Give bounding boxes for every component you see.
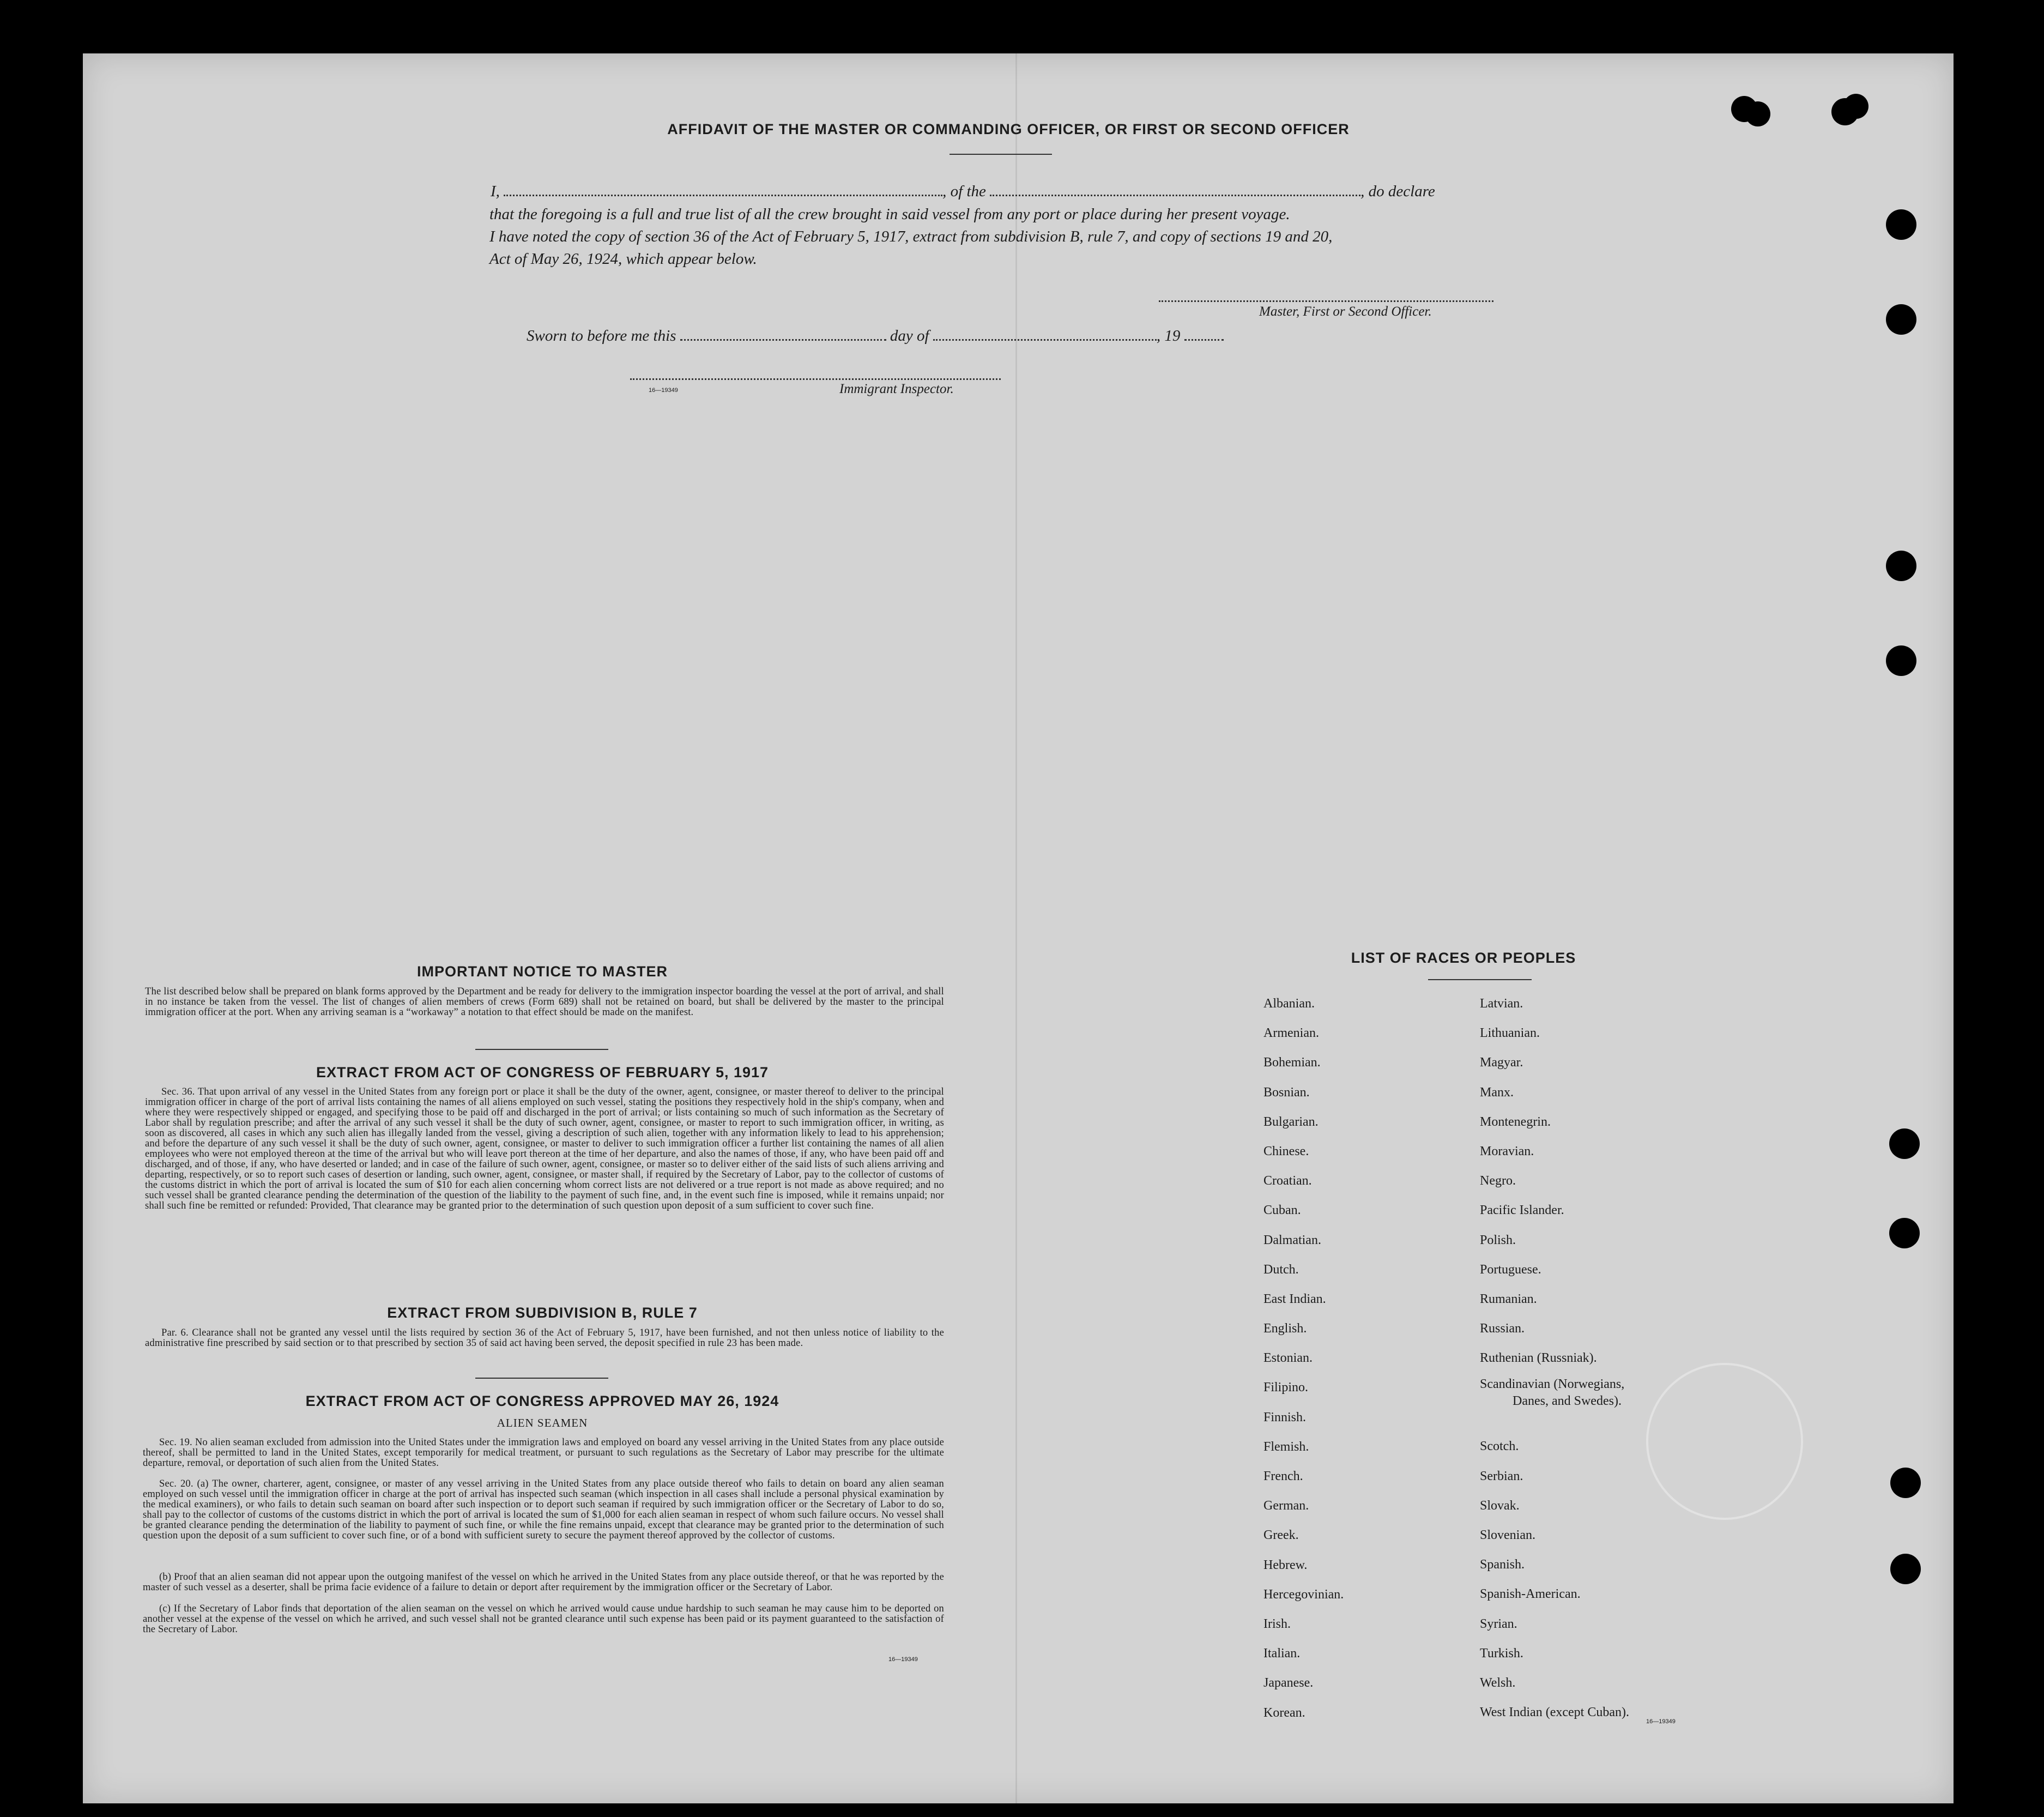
race-item: Korean. xyxy=(1263,1705,1305,1720)
punch-hole xyxy=(1886,645,1916,676)
race-item-scandinavian-line-2: Danes, and Swedes). xyxy=(1513,1394,1622,1409)
of-the-label: , of the xyxy=(942,183,986,200)
race-item: Scotch. xyxy=(1480,1439,1519,1454)
race-item: East Indian. xyxy=(1263,1291,1326,1306)
punch-hole xyxy=(1886,209,1916,240)
day-of-label: day of xyxy=(890,327,929,345)
notice-title: IMPORTANT NOTICE TO MASTER xyxy=(417,963,668,980)
race-item: German. xyxy=(1263,1499,1309,1513)
affidavit-form-number: 16—19349 xyxy=(649,387,678,394)
title-underline xyxy=(950,154,1052,155)
race-item: Greek. xyxy=(1263,1528,1299,1543)
race-item: Finnish. xyxy=(1263,1410,1307,1424)
race-item: Slovenian. xyxy=(1480,1528,1535,1542)
act1924-sec20a: Sec. 20. (a) The owner, charterer, agent, consignee, or master of any vessel arriving in the United States from any place outside thereof who fails to detain on board any alien seaman employed on such vessel until the immigration officer in charge at the port of arrival has inspected such seaman (which inspection in all cases shall include a personal physical examination by the medical examiners), or who fails to detain such seaman on board after such inspection or to deport such seaman if required by such immigration officer or the Secretary of Labor to do so, shall pay to the collector of customs of the customs district in which the port of arrival is located the sum of $1,000 for each alien seaman in respect of whom such failure occurs. No vessel shall be granted clearance pending the determination of the liability to payment of such fine, or while the fine remains unpaid, except that clearance may be granted prior to the determination of such question upon the deposit of a sum sufficient to cover such fine, or of a bond with sufficient surety to secure the payment thereof approved by the collector of customs. xyxy=(143,1478,944,1541)
races-form-number: 16—19349 xyxy=(1646,1718,1676,1725)
punch-hole xyxy=(1889,1218,1920,1248)
affidavit-line-3: I have noted the copy of section 36 of the Act of February 5, 1917, extract from subdivision B, rule 7, and copy of sections 19 and 20, xyxy=(489,228,1333,245)
sworn-day-field[interactable] xyxy=(680,339,886,341)
act1917-text: Sec. 36. That upon arrival of any vessel in the United States from any foreign port or place it shall be the duty of the owner, agent, consignee, or master thereof to deliver to the principal immigration officer in charge of the port of arrival lists containing the names of all aliens employed on such vessel, stating the positions they respectively hold in the ship's company, when and where they were respectively shipped or engaged, and specifying those to be paid off and discharged in the port of arrival; or lists containing so much of such information as the Secretary of Labor shall by regulation prescribe; and after the arrival of any such vessel it shall be the duty of such owner, agent, consignee, or master to report to such immigration officer, in writing, as soon as discovered, all cases in which any such alien has illegally landed from the vessel, giving a description of such alien, together with any information likely to lead to his apprehension; and before the departure of any such vessel it shall be the duty of such owner, agent, consignee, or master to deliver to such immigration officer a further list containing the names of all alien employees who were not employed thereon at the time of the arrival but who will leave port thereon at the time of her departure, and also the names of those, if any, who have been paid off and discharged, and of those, if any, who have deserted or landed; and in case of the failure of such owner, agent, consignee, or master so to deliver either of the said lists of such aliens arriving and departing, respectively, or so to report such cases of desertion or landing, such owner, agent, consignee, or master shall, if required by the Secretary of Labor, pay to the collector of customs of the customs district in which the port of arrival is located the sum of $10 for each alien concerning whom correct lists are not delivered or a true report is not made as above required; and no such vessel shall be granted clearance pending the determination of the question of the liability to the payment of such fine, and, in the event such fine is imposed, while it remains unpaid; nor shall such fine be remitted or refunded: Provided, That clearance may be granted prior to the determination of such question upon deposit of a sum sufficient to cover such fine. xyxy=(145,1086,944,1211)
notice-text: The list described below shall be prepared on blank forms approved by the Department and be ready for delivery to the immigration inspector boarding the vessel at the port of arrival, and shall in no instance be taken from the vessel. The list of changes of alien members of crews (Form 689) shall not be retained on board, but shall be delivered by the master to the principal immigration officer at the port. When any arriving seaman is a “workaway” a notation to that effect should be made on the manifest. xyxy=(145,986,944,1018)
race-item: Welsh. xyxy=(1480,1675,1516,1690)
punch-hole xyxy=(1843,94,1868,119)
punch-hole xyxy=(1886,551,1916,581)
act1924-subtitle: ALIEN SEAMEN xyxy=(497,1416,588,1429)
race-item: Syrian. xyxy=(1480,1616,1517,1631)
do-declare-label: , do declare xyxy=(1360,183,1435,200)
race-item: Turkish. xyxy=(1480,1646,1523,1661)
race-item: Spanish. xyxy=(1480,1558,1525,1572)
races-column-2 xyxy=(1480,989,1763,1727)
race-item: Flemish. xyxy=(1263,1439,1309,1454)
race-item: Cuban. xyxy=(1263,1203,1301,1218)
races-divider xyxy=(1428,979,1532,980)
inspector-label: Immigrant Inspector. xyxy=(839,382,954,396)
race-item: West Indian (except Cuban). xyxy=(1480,1705,1629,1720)
race-item: Spanish-American. xyxy=(1480,1587,1581,1602)
declarant-name-field[interactable] xyxy=(504,194,942,196)
center-fold xyxy=(1015,53,1017,1803)
master-signature-label: Master, First or Second Officer. xyxy=(1259,304,1432,319)
master-signature-field[interactable] xyxy=(1159,300,1493,302)
race-item: Hebrew. xyxy=(1263,1558,1308,1572)
race-item: Latvian. xyxy=(1480,997,1523,1011)
race-item-scandinavian-line-1: Scandinavian (Norwegians, xyxy=(1480,1377,1625,1392)
sworn-year-field[interactable] xyxy=(1184,339,1224,341)
act1924-sec20c: (c) If the Secretary of Labor finds that deportation of the alien seaman on the vessel on which he arrived would cause undue hardship to such seaman he may cause him to be deported on another vessel at the expense of the vessel on which he arrived, and such vessel shall not be granted clearance until such expense has been paid or its payment guaranteed to the satisfaction of the Secretary of Labor. xyxy=(143,1603,944,1635)
affidavit-title: AFFIDAVIT OF THE MASTER OR COMMANDING OFFICER, OR FIRST OR SECOND OFFICER xyxy=(667,121,1350,137)
race-item: Estonian. xyxy=(1263,1351,1313,1366)
race-item: Negro. xyxy=(1480,1174,1516,1188)
race-item: Serbian. xyxy=(1480,1469,1523,1483)
affidavit-line-2: that the foregoing is a full and true list of all the crew brought in said vessel from any port or place during her present voyage. xyxy=(489,206,1290,223)
race-item: Italian. xyxy=(1263,1646,1301,1661)
race-item: Slovak. xyxy=(1480,1498,1520,1513)
notice-divider xyxy=(475,1049,608,1050)
sworn-line xyxy=(527,327,1344,345)
act1924-sec19: Sec. 19. No alien seaman excluded from admission into the United States under the immigration laws and employed on board any vessel arriving in the United States from any place outside thereof, shall be permitted to land in the United States, except temporarily for medical treatment, or pursuant to such regulations as the Secretary of Labor may prescribe for the ultimate departure, removal, or deportation of such alien from the United States. xyxy=(143,1437,944,1469)
affidavit-line-4: Act of May 26, 1924, which appear below. xyxy=(489,250,757,268)
race-item: Moravian. xyxy=(1480,1144,1534,1158)
race-item: Dalmatian. xyxy=(1263,1233,1321,1247)
sworn-label: Sworn to before me this xyxy=(527,327,676,345)
race-item: Montenegrin. xyxy=(1480,1114,1551,1129)
race-item: Magyar. xyxy=(1480,1055,1523,1070)
race-item: Armenian. xyxy=(1263,1026,1319,1041)
race-item: Portuguese. xyxy=(1480,1262,1541,1277)
race-item-scandinavian xyxy=(1480,1373,1763,1432)
vessel-name-field[interactable] xyxy=(990,194,1360,196)
races-column-1 xyxy=(1263,989,1454,1728)
race-item: Filipino. xyxy=(1263,1380,1309,1395)
race-item: Ruthenian (Russniak). xyxy=(1480,1351,1597,1366)
race-item: French. xyxy=(1263,1469,1303,1483)
punch-hole xyxy=(1745,101,1770,126)
race-item: Bulgarian. xyxy=(1263,1114,1319,1129)
races-title: LIST OF RACES OR PEOPLES xyxy=(1351,950,1576,966)
race-item: Chinese. xyxy=(1263,1144,1309,1158)
race-item: Lithuanian. xyxy=(1480,1026,1540,1041)
race-item: Hercegovinian. xyxy=(1263,1587,1344,1602)
punch-hole xyxy=(1886,304,1916,335)
race-item: Pacific Islander. xyxy=(1480,1203,1564,1218)
act1917-title: EXTRACT FROM ACT OF CONGRESS OF FEBRUARY 5, 1917 xyxy=(316,1064,769,1080)
punch-hole xyxy=(1890,1468,1921,1498)
race-item: Rumanian. xyxy=(1480,1291,1537,1306)
race-item: Irish. xyxy=(1263,1616,1291,1631)
race-item: Russian. xyxy=(1480,1321,1525,1336)
race-item: Bohemian. xyxy=(1263,1055,1321,1070)
punch-hole xyxy=(1889,1128,1920,1159)
race-item: Dutch. xyxy=(1263,1262,1299,1277)
year-prefix-label: , 19 xyxy=(1156,327,1181,345)
declarant-label: I, xyxy=(491,183,500,200)
act1924-title: EXTRACT FROM ACT OF CONGRESS APPROVED MAY 26, 1924 xyxy=(305,1393,779,1409)
race-item: Japanese. xyxy=(1263,1676,1314,1691)
act1924-sec20b: (b) Proof that an alien seaman did not appear upon the outgoing manifest of the vessel on which he arrived in the United States from any place outside thereof, or that he was reported by the master of such vessel as a deserter, shall be prima facie evidence of a failure to detain or deport after requirement by the immigration officer or the Secretary of Labor. xyxy=(143,1572,944,1593)
race-item: Polish. xyxy=(1480,1233,1516,1247)
act1924-form-number: 16—19349 xyxy=(888,1656,918,1663)
race-item: English. xyxy=(1263,1321,1307,1336)
affidavit-line-1 xyxy=(491,183,1515,201)
rule7-divider xyxy=(475,1378,608,1379)
race-item: Croatian. xyxy=(1263,1174,1312,1188)
race-item: Albanian. xyxy=(1263,997,1315,1011)
punch-hole xyxy=(1890,1554,1921,1584)
rule7-title: EXTRACT FROM SUBDIVISION B, RULE 7 xyxy=(387,1305,698,1321)
sworn-month-field[interactable] xyxy=(933,339,1157,341)
rule7-text: Par. 6. Clearance shall not be granted any vessel until the lists required by section 36 of the Act of February 5, 1917, have been furnished, and not then unless notice of liability to the administrative fine prescribed by said section or to that prescribed by section 35 of said act having been served, the deposit specified in rule 23 has been made. xyxy=(145,1327,944,1349)
inspector-signature-field[interactable] xyxy=(630,378,1001,380)
race-item: Bosnian. xyxy=(1263,1085,1310,1100)
race-item: Manx. xyxy=(1480,1085,1514,1100)
